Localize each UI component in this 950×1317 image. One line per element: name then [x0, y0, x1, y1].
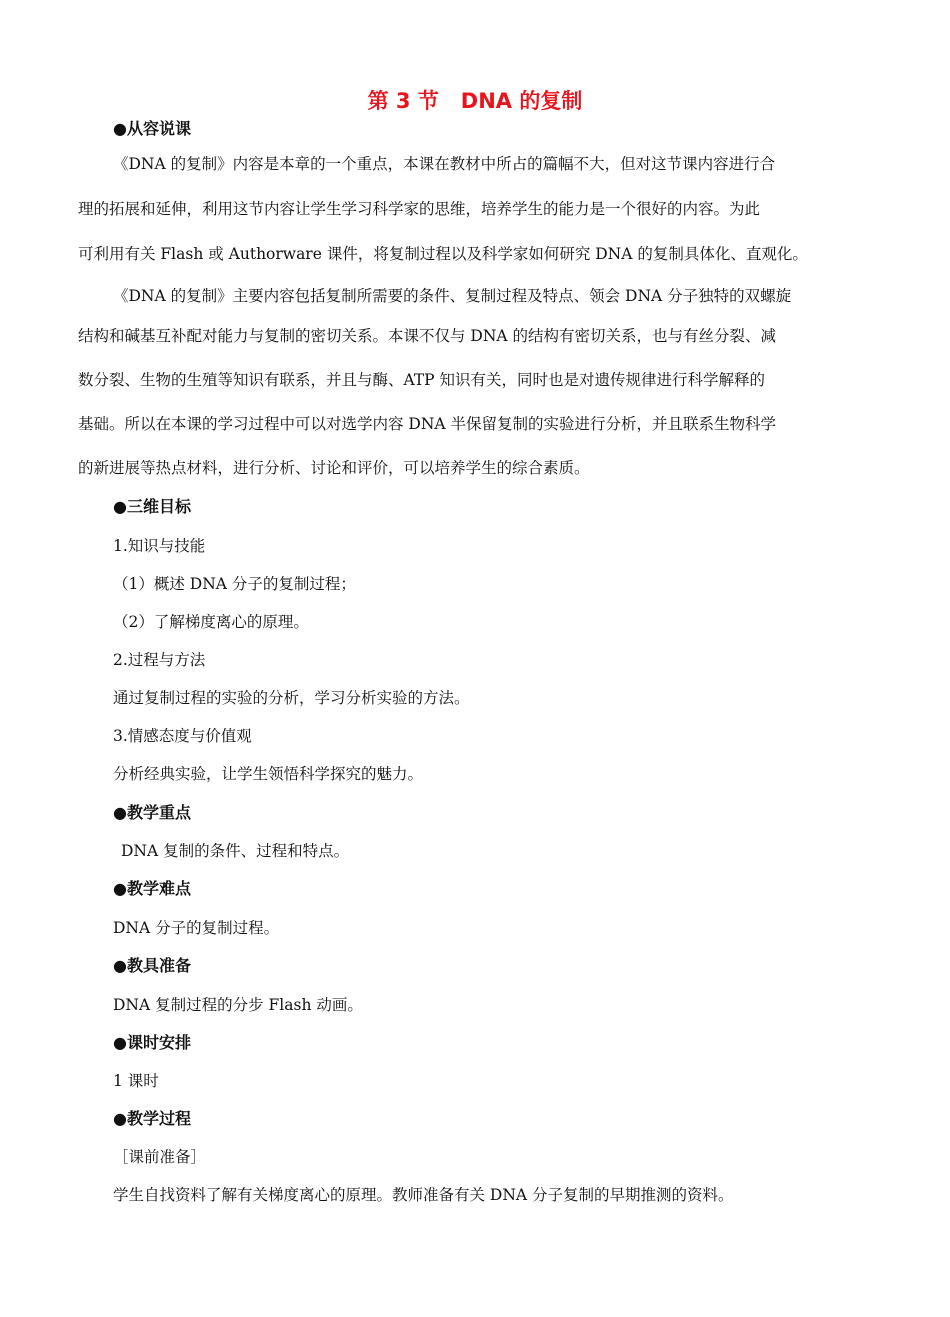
goal3-text: 分析经典实验，让学生领悟科学探究的魅力。 — [113, 765, 424, 783]
prep-text: 学生自找资料了解有关梯度离心的原理。教师准备有关 DNA 分子复制的早期推测的资料。 — [113, 1186, 734, 1204]
intro-p2-line-4: 基础。所以在本课的学习过程中可以对选学内容 DNA 半保留复制的实验进行分析，并且联系生物科学 — [78, 415, 777, 433]
goal1-item-2: （2）了解梯度离心的原理。 — [113, 613, 309, 631]
difficult-text: DNA 分子的复制过程。 — [113, 919, 280, 937]
intro-p2-line-2: 结构和碱基互补配对能力与复制的密切关系。本课不仅与 DNA 的结构有密切关系，也与有丝分裂、减 — [78, 327, 777, 345]
section-heading-goals: ●三维目标 — [113, 497, 191, 516]
intro-p2-line-3: 数分裂、生物的生殖等知识有联系，并且与酶、ATP 知识有关，同时也是对遗传规律进行科学解释的 — [78, 371, 766, 389]
intro-p1-line-3: 可利用有关 Flash 或 Authorware 课件，将复制过程以及科学家如何研究 DNA 的复制具体化、直观化。 — [78, 245, 808, 263]
page-title: 第 3 节 DNA 的复制 — [367, 89, 583, 113]
tools-text: DNA 复制过程的分步 Flash 动画。 — [113, 996, 363, 1014]
section-heading-process: ●教学过程 — [113, 1109, 191, 1128]
goal1-item-1: （1）概述 DNA 分子的复制过程； — [113, 575, 356, 593]
key-text: DNA 复制的条件、过程和特点。 — [121, 842, 350, 860]
intro-p2-line-5: 的新进展等热点材料，进行分析、讨论和评价，可以培养学生的综合素质。 — [78, 459, 590, 477]
goal1-title: 1.知识与技能 — [113, 537, 206, 555]
intro-p1-line-2: 理的拓展和延伸，利用这节内容让学生学习科学家的思维，培养学生的能力是一个很好的内容。为此 — [78, 200, 761, 218]
goal2-title: 2.过程与方法 — [113, 651, 206, 669]
prep-label: ［课前准备］ — [113, 1148, 207, 1166]
section-heading-key: ●教学重点 — [113, 803, 191, 822]
schedule-text: 1 课时 — [113, 1072, 159, 1090]
section-heading-tools: ●教具准备 — [113, 956, 191, 975]
goal3-title: 3.情感态度与价值观 — [113, 727, 252, 745]
section-heading-schedule: ●课时安排 — [113, 1033, 191, 1052]
intro-p2-line-1: 《DNA 的复制》主要内容包括复制所需要的条件、复制过程及特点、领会 DNA 分子独特的双螺旋 — [113, 287, 792, 305]
section-heading-difficult: ●教学难点 — [113, 879, 191, 898]
goal2-text: 通过复制过程的实验的分析，学习分析实验的方法。 — [113, 689, 470, 707]
section-heading-intro: ●从容说课 — [113, 119, 191, 138]
intro-p1-line-1: 《DNA 的复制》内容是本章的一个重点，本课在教材中所占的篇幅不大，但对这节课内容进行合 — [113, 155, 776, 173]
